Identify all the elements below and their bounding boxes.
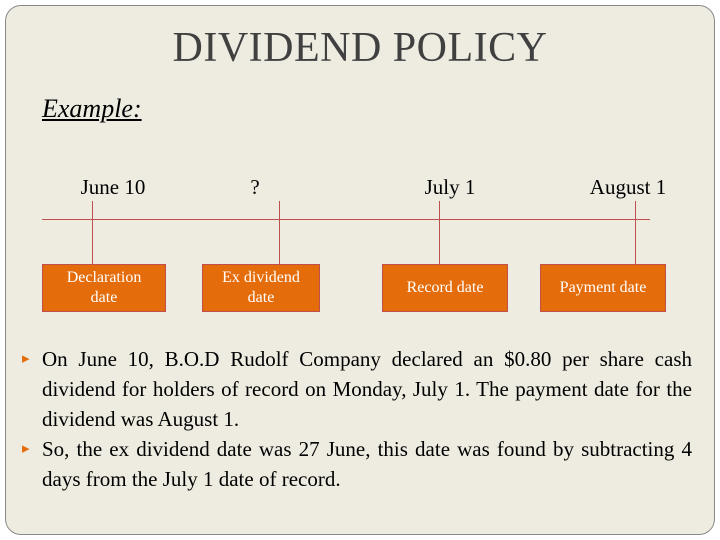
event-box-declaration (42, 264, 166, 312)
timeline-date-declaration: June 10 (80, 175, 146, 199)
event-label-ex-dividend: Ex dividend date (222, 269, 300, 306)
timeline-date-record: July 1 (424, 175, 476, 199)
event-box-record (382, 264, 508, 312)
timeline-tick-declaration (92, 201, 93, 265)
event-label-declaration: Declaration date (66, 269, 142, 306)
bullet-text-declaration: On June 10, B.O.D Rudolf Company declared an $0.80 per share cash dividend for holders of record on Monday, July 1. The payment date for the dividend was August 1. (42, 347, 692, 431)
bullet-item (22, 434, 692, 494)
orange-arrow-bullet-icon: ▸ (22, 351, 30, 367)
bullet-text-ex-dividend: So, the ex dividend date was 27 June, this date was found by subtracting 4 days from the July 1 date of record. (42, 437, 692, 491)
timeline-tick-ex-dividend (279, 201, 280, 265)
event-box-payment (540, 264, 666, 312)
orange-arrow-bullet-icon: ▸ (22, 441, 30, 457)
timeline-date-payment: August 1 (589, 175, 667, 199)
example-heading: Example: (42, 94, 142, 123)
timeline-tick-payment (635, 201, 636, 265)
timeline-line (42, 219, 650, 220)
timeline-date-ex-dividend: ? (250, 175, 260, 199)
bullet-item (22, 344, 692, 434)
event-label-payment: Payment date (559, 279, 647, 296)
slide-title: DIVIDEND POLICY (172, 25, 548, 71)
timeline-tick-record (439, 201, 440, 265)
event-label-record: Record date (406, 279, 484, 296)
event-box-ex-dividend (202, 264, 320, 312)
bullet-list (22, 344, 692, 494)
